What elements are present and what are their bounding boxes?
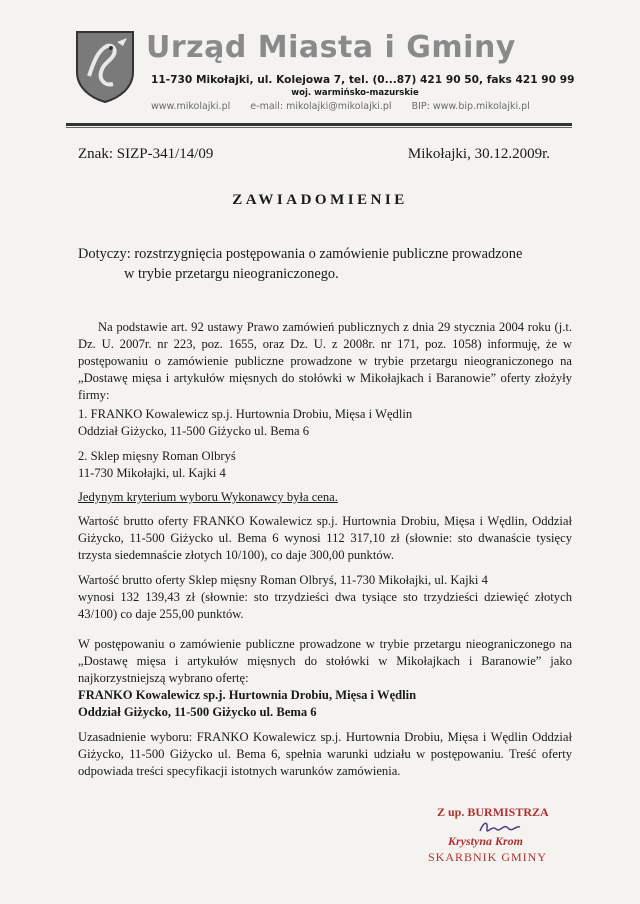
offer-2-value-line-1: Wartość brutto oferty Sklep mięsny Roman Olbryś, 11-730 Mikołajki, ul. Kajki 4 [78,573,488,587]
signature-stamp-line: Z up. BURMISTRZA [437,805,549,819]
justification-paragraph: Uzasadnienie wyboru: FRANKO Kowalewicz sp.j. Hurtownia Drobiu, Mięsa i Wędlin Oddział Giżycko, 11-500 Giżycko ul. Bema 6, spełnia warunki udziału w postępowaniu. Treść oferty odpowiada treści specyfikacji istotnych warunków zamówienia. [78,730,572,778]
subject-line-1: Dotyczy: rozstrzygnięcia postępowania o zamówienie publiczne prowadzone [78,246,523,262]
signatory-title: SKARBNIK GMINY [428,850,548,864]
offer-2-value [78,572,572,623]
winner-block [78,687,572,721]
offer-2 [78,448,572,482]
header-divider [66,123,572,126]
offer-1 [78,406,572,440]
intro-paragraph: Na podstawie art. 92 ustawy Prawo zamówień publicznych z dnia 29 stycznia 2004 roku (j.t. Dz. U. 2007r. nr 223, poz. 1655, oraz Dz. U. z 2008r. nr 171, poz. 1058) informuję, że w postępowaniu o zamówienie publiczne prowadzone w trybie przetargu nieograniczonego na „Dostawę mięsa i artykułów mięsnych do stołówki w Mikołajkach i Baranowie” oferty złożyły firmy: [78,320,572,402]
selection-paragraph: W postępowaniu o zamówienie publiczne prowadzone w trybie przetargu nieograniczonego na „Dostawę mięsa i artykułów mięsnych do stołówki w Mikołajkach i Baranowie” jako najkorzystniejszą wybrano ofertę: [78,637,572,685]
subject-line-2: w trybie przetargu nieograniczonego. [124,266,339,282]
offer-1-line-2: Oddział Giżycko, 11-500 Giżycko ul. Bema 6 [78,424,310,438]
institution-address: 11-730 Mikołajki, ul. Kolejowa 7, tel. (0...87) 421 90 50, faks 421 90 99 [151,74,575,86]
criterion-text: Jedynym kryterium wyboru Wykonawcy była cena. [78,490,338,504]
offer-2-line-2: 11-730 Mikołajki, ul. Kajki 4 [78,466,226,480]
website-link[interactable]: www.mikolajki.pl [151,101,231,112]
institution-voivodeship: woj. warmińsko-mazurskie [291,88,419,98]
header-divider-thin [66,127,572,128]
winner-line-2: Oddział Giżycko, 11-500 Giżycko ul. Bema 6 [78,705,317,719]
winner-line-1: FRANKO Kowalewicz sp.j. Hurtownia Drobiu, Mięsa i Wędlin [78,688,417,702]
contact-links [151,101,547,112]
offer-1-line-1: 1. FRANKO Kowalewicz sp.j. Hurtownia Drobiu, Mięsa i Wędlin [78,407,413,421]
offer-2-line-1: 2. Sklep mięsny Roman Olbryś [78,449,236,463]
signatory-name: Krystyna Krom [448,834,524,848]
document-date: Mikołajki, 30.12.2009r. [407,146,550,162]
reference-number: Znak: SIZP-341/14/09 [78,146,214,162]
document-heading: ZAWIADOMIENIE [232,192,408,208]
offer-2-value-rest: wynosi 132 139,43 zł (słownie: sto trzydzieści dwa tysiące sto trzydzieści dziewięć złotych 43/100) co daje 255,00 punktów. [78,590,572,621]
bip-link[interactable]: BIP: www.bip.mikolajki.pl [411,101,530,112]
email-link[interactable]: e-mail: mikolajki@mikolajki.pl [250,101,392,112]
institution-title: Urząd Miasta i Gminy [146,30,516,65]
offer-1-value: Wartość brutto oferty FRANKO Kowalewicz sp.j. Hurtownia Drobiu, Mięsa i Wędlin, Oddział Giżycko, 11-500 Giżycko ul. Bema 6 wynosi 112 317,10 zł (słownie: sto dwanaście tysięcy trzysta siedemnaście złotych 10/100), co daje 300,00 punktów. [78,514,572,562]
subject-block [78,244,578,284]
